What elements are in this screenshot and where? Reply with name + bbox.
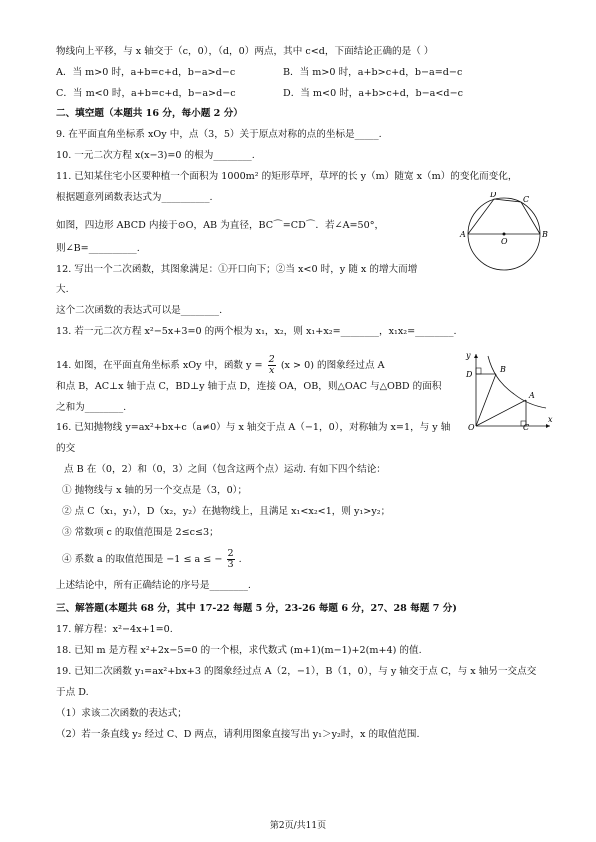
q16-end: 上述结论中，所有正确结论的序号是________. bbox=[56, 580, 251, 591]
coord-label-b: B bbox=[500, 365, 506, 374]
q13: 13. 若一元二次方程 x²−5x+3=0 的两个根为 x₁，x₂，则 x₁+x₂=________，x₁x₂=________. bbox=[56, 326, 457, 337]
q10: 10. 一元二次方程 x(x−3)=0 的根为________. bbox=[56, 150, 255, 161]
q14-line2: 和点 B，AC⊥x 轴于点 C，BD⊥y 轴于点 D，连接 OA，OB，则△OAC 与△OBD 的面积 bbox=[56, 381, 442, 392]
q8-option-b: B．当 m>0 时，a+b>c+d，b−a=d−c bbox=[283, 67, 463, 78]
section2-title: 二、填空题（本题共 16 分，每小题 2 分） bbox=[56, 108, 243, 119]
section3-title: 三、解答题(本题共 68 分，其中 17-22 每题 5 分，23-26 每题 6 分，27、28 每题 7 分) bbox=[56, 603, 457, 614]
q12-line2: 大. bbox=[56, 284, 69, 295]
q14-frac-num: 2 bbox=[268, 354, 275, 365]
coord-label-o: O bbox=[468, 423, 475, 432]
q16-s4-text-b: . bbox=[238, 554, 242, 565]
q8-option-c: C．当 m<0 时，a+b=c+d，b−a>d−c bbox=[56, 88, 236, 99]
q16-statement-3: ③ 常数项 c 的取值范围是 2≤c≤3； bbox=[62, 527, 219, 538]
q8-tail: 物线向上平移，与 x 轴交于（c，0），（d，0）两点，其中 c<d，下面结论正确的是（ ） bbox=[56, 46, 434, 57]
q16-line1: 16. 已知抛物线 y=ax²+bx+c（a≠0）与 x 轴交于点 A（−1，0），对称轴为 x=1，与 y 轴 bbox=[56, 422, 451, 433]
circle-question-line1: 如图，四边形 ABCD 内接于⊙O，AB 为直径，BC⌒=CD⌒．若∠A=50°， bbox=[56, 220, 385, 231]
q16-line2: 的交 bbox=[56, 443, 76, 454]
circle-label-b: B bbox=[542, 230, 548, 239]
page-footer: 第2页/共11页 bbox=[269, 821, 327, 831]
circle-label-d: D bbox=[490, 192, 497, 199]
q14-fraction bbox=[268, 355, 276, 376]
circle-label-c: C bbox=[523, 195, 530, 204]
circle-figure bbox=[458, 192, 550, 284]
q19-line1: 19. 已知二次函数 y₁=ax²+bx+3 的图象经过点 A（2，−1），B（1，0），与 y 轴交于点 C，与 x 轴另一交点交 bbox=[56, 666, 537, 677]
q19-part2: （2）若一条直线 y₂ 经过 C、D 两点，请利用图象直接写出 y₁＞y₂时，x 的取值范围. bbox=[56, 729, 420, 740]
q16-statement-1: ① 抛物线与 x 轴的另一个交点是（3，0）； bbox=[62, 485, 248, 496]
q16-s4-num: 2 bbox=[227, 548, 234, 559]
q14-line1 bbox=[56, 355, 385, 376]
q14-frac-den: x bbox=[268, 365, 275, 376]
q14-text-a: 14. 如图，在平面直角坐标系 xOy 中，函数 y = bbox=[56, 360, 263, 371]
circle-question-line2: 则∠B=__________. bbox=[56, 243, 140, 254]
q16-statement-4 bbox=[62, 549, 242, 570]
q16-s4-fraction bbox=[227, 549, 235, 570]
q19-part1: （1）求该二次函数的表达式； bbox=[56, 708, 187, 719]
q17: 17. 解方程：x²−4x+1=0. bbox=[56, 624, 173, 635]
circle-label-o: O bbox=[501, 237, 508, 246]
q12-line3: 这个二次函数的表达式可以是________. bbox=[56, 305, 223, 316]
q9: 9. 在平面直角坐标系 xOy 中，点（3，5）关于原点对称的点的坐标是_____. bbox=[56, 129, 382, 140]
q16-statement-2: ② 点 C（x₁，y₁），D（x₂，y₂）在抛物线上，且满足 x₁<x₂<1，则 y₁>y₂； bbox=[62, 506, 391, 517]
q16-s4-text-a: ④ 系数 a 的取值范围是 −1 ≤ a ≤ − bbox=[62, 554, 223, 565]
coordinate-figure bbox=[462, 350, 556, 432]
q8-option-a: A．当 m>0 时，a+b=c+d，b−a>d−c bbox=[56, 67, 236, 78]
q14-text-b: (x > 0) 的图象经过点 A bbox=[280, 360, 385, 371]
q11-line2: 根据题意列函数表达式为__________. bbox=[56, 192, 213, 203]
coord-label-a: A bbox=[529, 391, 535, 400]
q18: 18. 已知 m 是方程 x²+2x−5=0 的一个根，求代数式 (m+1)(m−1)+2(m+4) 的值. bbox=[56, 645, 422, 656]
coord-label-c: C bbox=[523, 423, 530, 432]
q16-s4-den: 3 bbox=[227, 559, 234, 570]
q19-line2: 于点 D. bbox=[56, 687, 89, 698]
q8-option-d: D．当 m<0 时，a+b>c+d，b−a<d−c bbox=[283, 88, 463, 99]
q12-line1: 12. 写出一个二次函数，其图象满足：①开口向下；②当 x<0 时，y 随 x 的增大而增 bbox=[56, 264, 418, 275]
coord-label-d: D bbox=[466, 370, 473, 379]
coord-label-x: x bbox=[548, 415, 553, 424]
q14-line3: 之和为________. bbox=[56, 402, 127, 413]
q11-line1: 11. 已知某住宅小区要种植一个面积为 1000m² 的矩形草坪，草坪的长 y（m）随宽 x（m）的变化而变化， bbox=[56, 171, 518, 182]
q16-line3: 点 B 在（0，2）和（0，3）之间（包含这两个点）运动. 有如下四个结论： bbox=[64, 464, 386, 475]
coord-label-y: y bbox=[466, 351, 471, 360]
circle-label-a: A bbox=[460, 230, 466, 239]
